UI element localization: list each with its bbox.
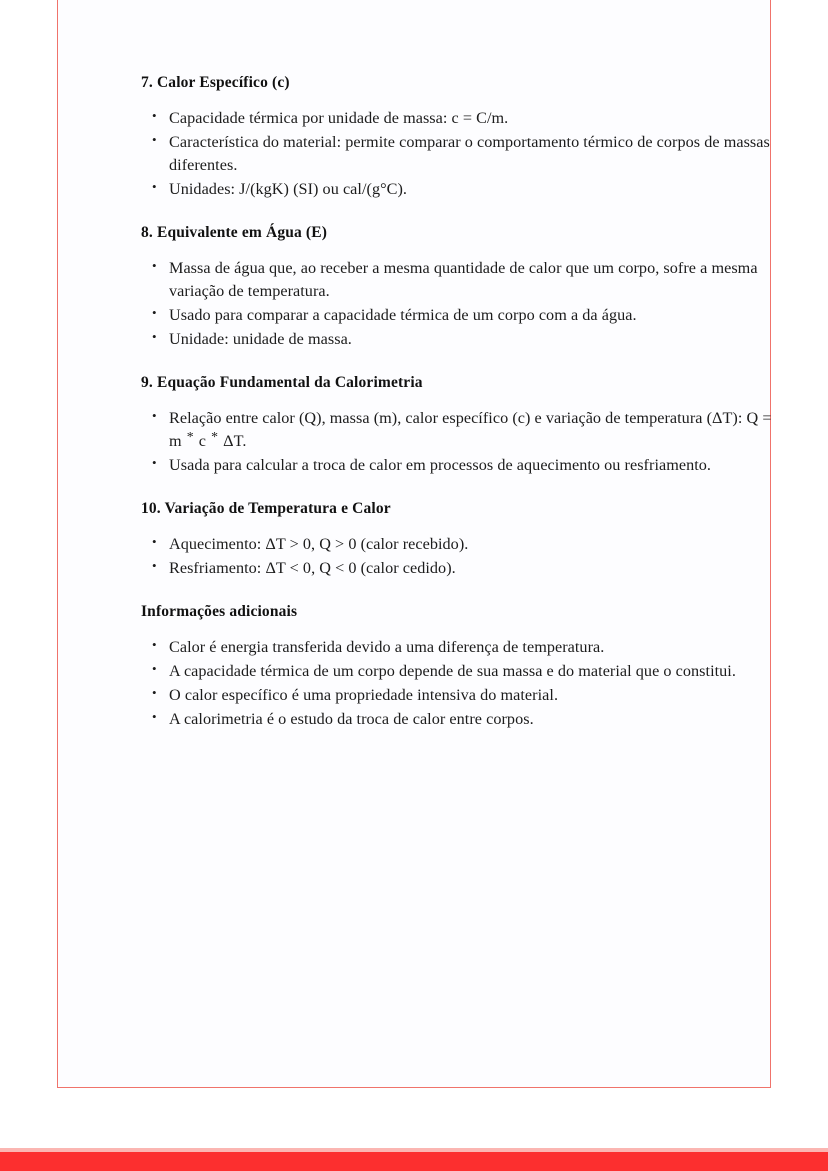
section-equivalente-em-agua <box>141 223 803 351</box>
section-bullet-list <box>141 257 803 351</box>
section-bullet-list <box>141 636 803 731</box>
section-heading: 9. Equação Fundamental da Calorimetria <box>141 373 423 391</box>
section-calor-especifico <box>141 73 803 201</box>
section-bullet-list <box>141 407 803 477</box>
list-item: • Usado para comparar a capacidade térmica de um corpo com a da água. <box>141 304 803 327</box>
list-item: • Massa de água que, ao receber a mesma quantidade de calor que um corpo, sofre a mesma variação de temperatura. <box>141 257 803 303</box>
list-item: • Calor é energia transferida devido a uma diferença de temperatura. <box>141 636 803 659</box>
list-item: • Característica do material: permite comparar o comportamento térmico de corpos de massas diferentes. <box>141 131 803 177</box>
section-bullet-list <box>141 533 803 580</box>
section-informacoes-adicionais <box>141 602 803 731</box>
section-heading: 7. Calor Específico (c) <box>141 74 290 91</box>
list-item: • Unidade: unidade de massa. <box>141 328 803 351</box>
list-item: • A capacidade térmica de um corpo depende de sua massa e do material que o constitui. <box>141 660 803 683</box>
spacer <box>141 526 803 533</box>
document-page-frame <box>57 0 771 1088</box>
list-item: • Usada para calcular a troca de calor em processos de aquecimento ou resfriamento. <box>141 454 803 477</box>
list-item: • Resfriamento: ΔT < 0, Q < 0 (calor cedido). <box>141 557 803 580</box>
list-item: • Aquecimento: ΔT > 0, Q > 0 (calor recebido). <box>141 533 803 556</box>
footer-accent-bar <box>0 1152 828 1171</box>
list-item: • O calor específico é uma propriedade intensiva do material. <box>141 684 803 707</box>
spacer <box>141 250 803 257</box>
section-variacao-temperatura-calor <box>141 499 803 580</box>
section-heading: 8. Equivalente em Água (E) <box>141 223 328 241</box>
list-item: • Capacidade térmica por unidade de massa: c = C/m. <box>141 107 803 130</box>
section-heading: 10. Variação de Temperatura e Calor <box>141 499 391 517</box>
spacer <box>141 629 803 636</box>
list-item: • Unidades: J/(kgK) (SI) ou cal/(g°C). <box>141 178 803 201</box>
list-item: • Relação entre calor (Q), massa (m), calor específico (c) e variação de temperatura (ΔT): Q = m * c * ΔT. <box>141 407 803 453</box>
spacer <box>141 100 803 107</box>
document-content <box>141 73 803 753</box>
section-bullet-list <box>141 107 803 201</box>
list-item: • A calorimetria é o estudo da troca de calor entre corpos. <box>141 708 803 731</box>
spacer <box>141 400 803 407</box>
section-heading: Informações adicionais <box>141 602 298 620</box>
section-equacao-fundamental <box>141 373 803 477</box>
